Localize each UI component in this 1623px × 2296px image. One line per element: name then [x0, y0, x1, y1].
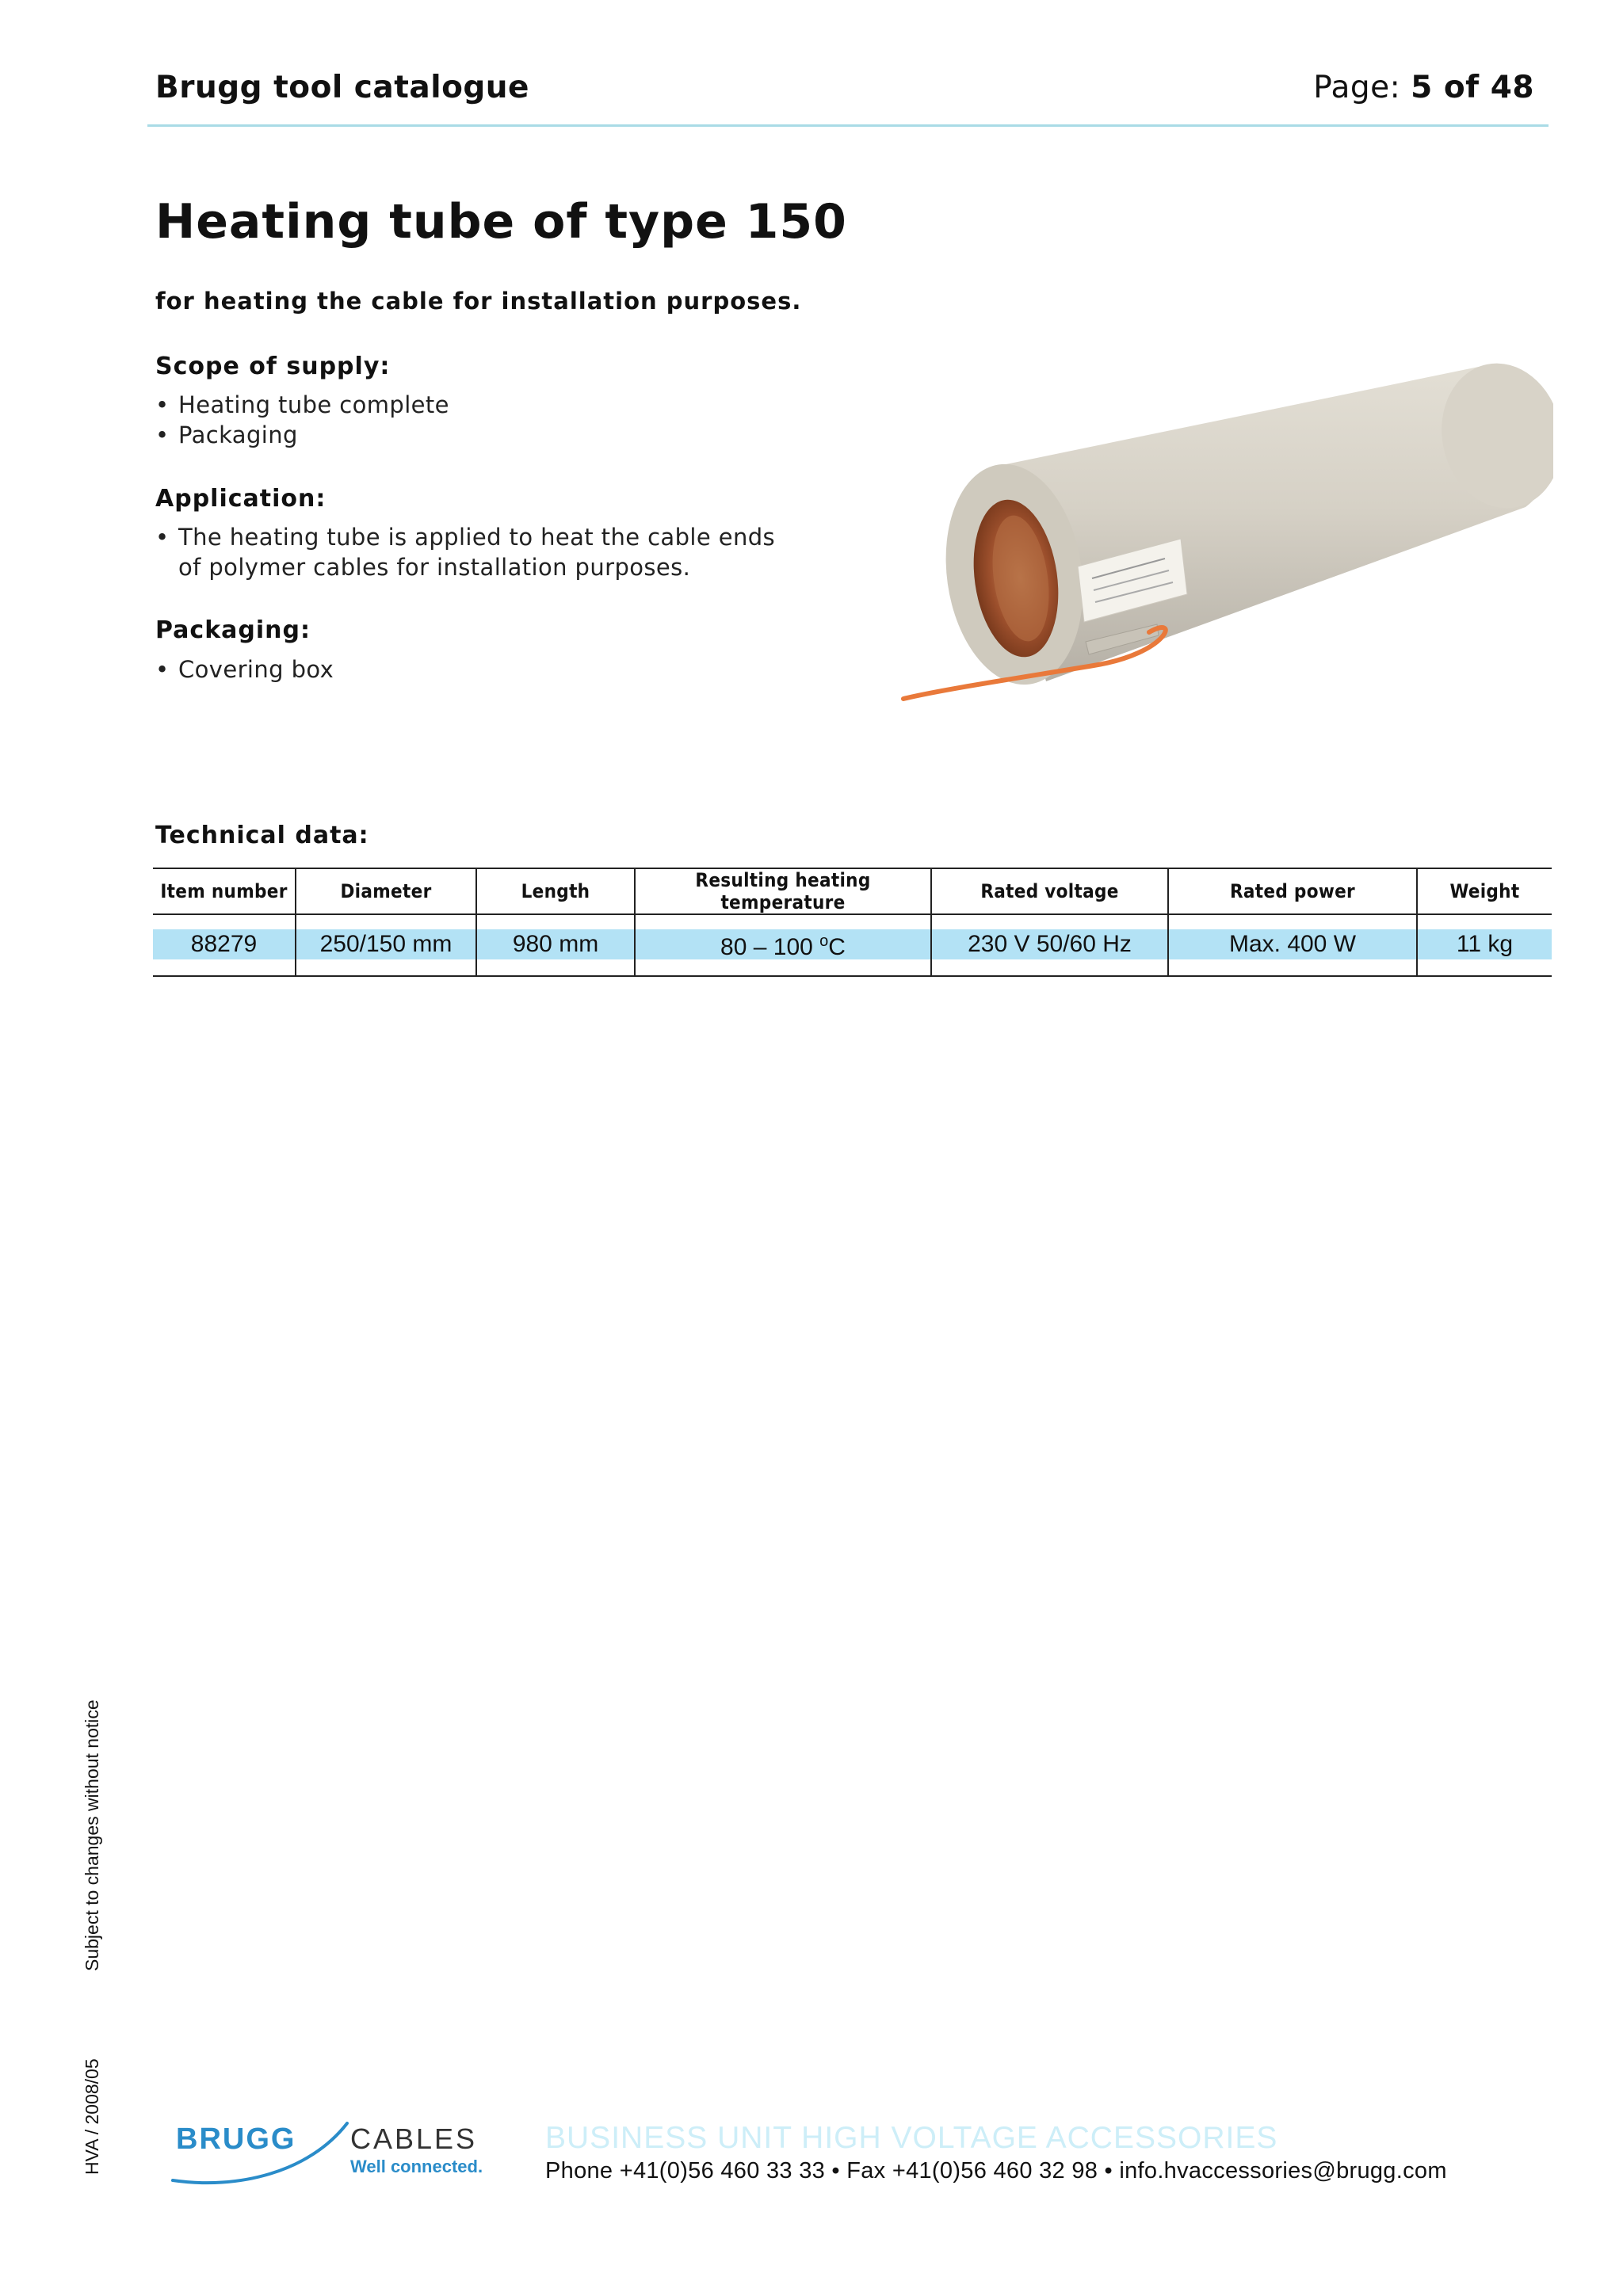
logo-product: CABLES [350, 2122, 478, 2155]
scope-list [155, 390, 449, 450]
packaging-heading: Packaging: [155, 616, 311, 644]
document-code: HVA / 2008/05 [82, 2058, 102, 2175]
business-unit: BUSINESS UNIT HIGH VOLTAGE ACCESSORIES [545, 2121, 1278, 2155]
degree-symbol: o [819, 933, 829, 950]
application-heading: Application: [155, 485, 327, 513]
product-subtitle: for heating the cable for installation purposes. [155, 288, 802, 315]
weight-cell: 11 kg [1418, 929, 1552, 959]
side-notice: Subject to changes without notice [82, 1699, 102, 1971]
voltage-cell: 230 V 50/60 Hz [932, 929, 1167, 959]
diameter-cell: 250/150 mm [296, 929, 475, 959]
page-number: 5 of 48 [1411, 70, 1534, 105]
length-cell: 980 mm [477, 929, 634, 959]
column-header: Resulting heating temperature [635, 868, 931, 914]
power-cell: Max. 400 W [1169, 929, 1416, 959]
catalogue-title: Brugg tool catalogue [155, 70, 530, 105]
table-header-row [153, 868, 1552, 914]
temperature-cell [636, 929, 930, 959]
page-indicator [1313, 70, 1534, 105]
list-item: • The heating tube is applied to heat the cable ends of polymer cables for installation purposes. [155, 522, 805, 582]
logo-tagline: Well connected. [350, 2157, 483, 2176]
logo-brand: BRUGG [176, 2122, 296, 2156]
list-item: • Covering box [155, 654, 334, 685]
technical-heading: Technical data: [155, 822, 369, 849]
heating-tube-image [896, 341, 1553, 753]
page-label: Page: [1313, 70, 1401, 105]
column-header: Weight [1417, 868, 1552, 914]
column-header: Item number [153, 868, 296, 914]
column-header: Diameter [296, 868, 476, 914]
item-number-cell: 88279 [153, 929, 295, 959]
temperature-range: 80 – 100 [720, 934, 820, 960]
table-row [153, 914, 1552, 976]
temperature-unit: C [828, 934, 846, 960]
packaging-list [155, 654, 334, 685]
technical-data-table [153, 868, 1552, 977]
list-item: • Packaging [155, 420, 449, 450]
header-divider [147, 124, 1549, 127]
scope-heading: Scope of supply: [155, 353, 391, 380]
application-list [155, 522, 805, 582]
column-header: Rated power [1168, 868, 1417, 914]
brugg-cables-logo [166, 2117, 483, 2188]
column-header: Length [476, 868, 635, 914]
column-header: Rated voltage [931, 868, 1168, 914]
list-item: • Heating tube complete [155, 390, 449, 420]
contact-line: Phone +41(0)56 460 33 33 • Fax +41(0)56 460 32 98 • info.hvaccessories@brugg.com [545, 2158, 1447, 2183]
product-title: Heating tube of type 150 [155, 194, 847, 250]
